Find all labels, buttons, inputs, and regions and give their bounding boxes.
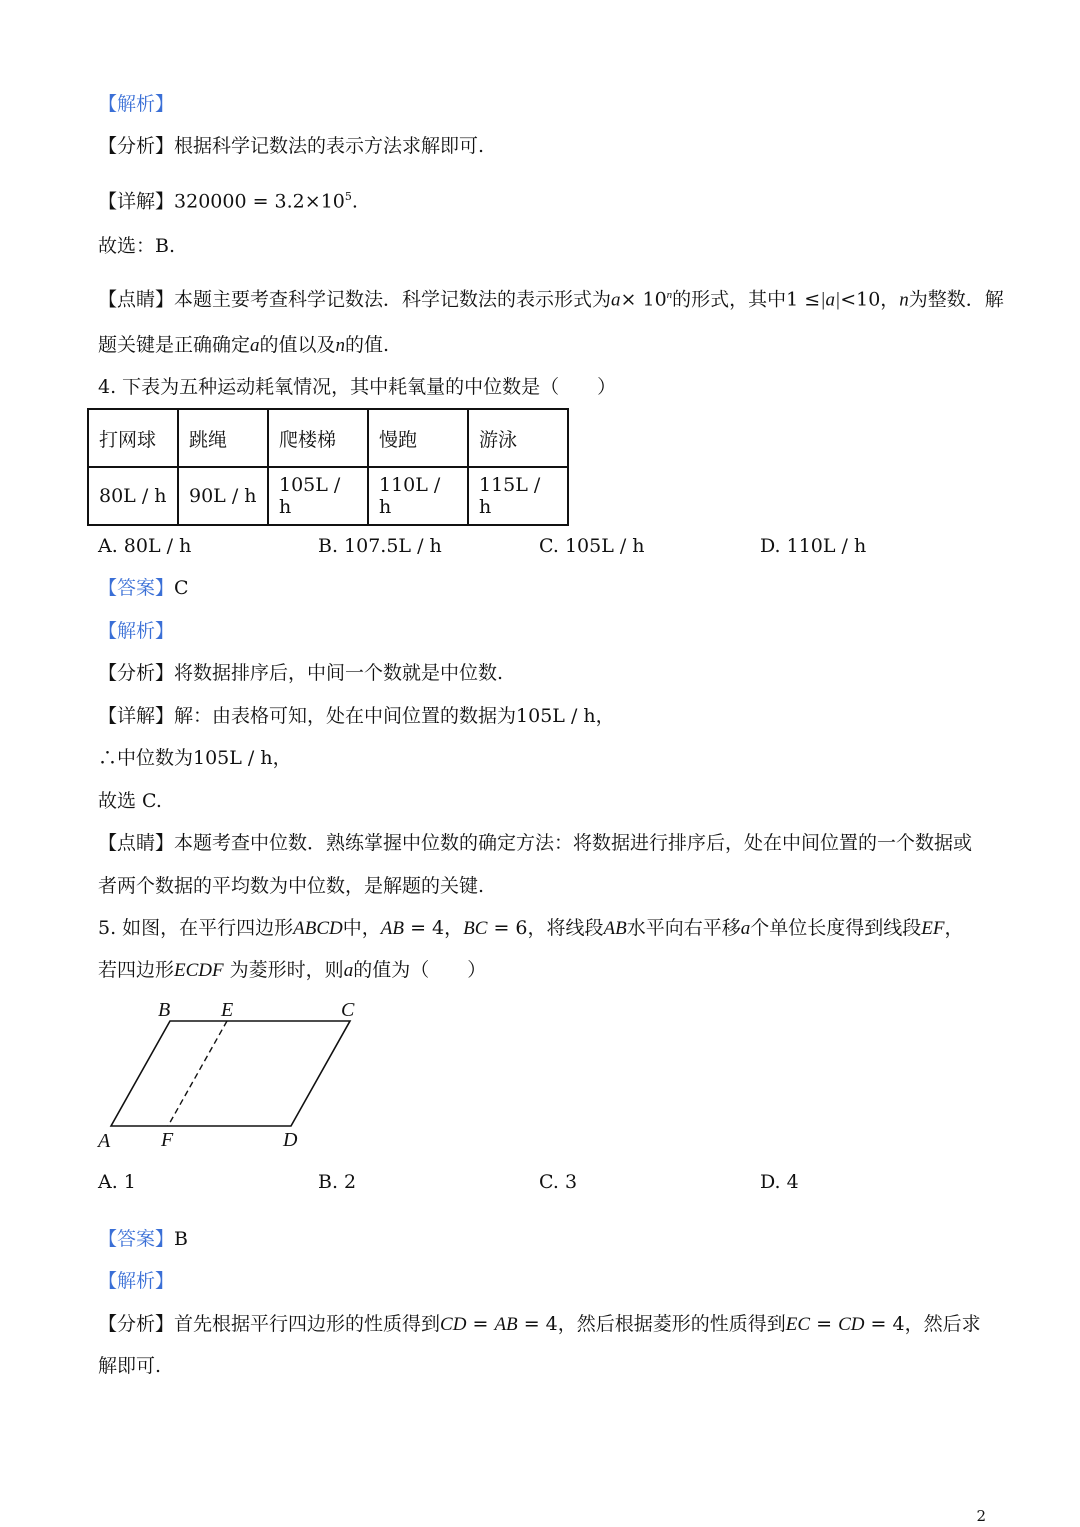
- q4-therefore: ∴中位数为105L / h，: [98, 747, 292, 769]
- q3-xiangjie-tag: 【详解】: [98, 190, 175, 213]
- q3-xiangjie-exp: 5: [344, 190, 352, 203]
- q3-dianjing-n: n: [899, 289, 909, 311]
- q4-fenxi-tag: 【分析】: [98, 662, 175, 684]
- q4-xiangjie-text: 解：由表格可知，处在中间位置的数据为105L / h，: [174, 705, 615, 727]
- q3-dianjing-line1: [98, 282, 1004, 313]
- parallelogram-abcd: [111, 1021, 350, 1126]
- table-header-cell: 打网球: [88, 409, 178, 467]
- q5-stem-text: 5. 如图，在平行四边形: [98, 917, 294, 939]
- q5-option-c: C. 3: [539, 1171, 578, 1193]
- q3-fenxi: [98, 133, 484, 159]
- q5-fenxi-text: = 4，然后求: [870, 1313, 981, 1335]
- q5-var-ecdf: ECDF: [174, 960, 224, 981]
- q5-stem-text: ，: [944, 917, 964, 939]
- q5-stem-line2: [98, 957, 486, 984]
- q3-dianjing-text3: 为整数．解: [908, 288, 1004, 311]
- q5-option-d: D. 4: [760, 1171, 799, 1193]
- q4-xiangjie: [98, 703, 615, 729]
- q5-stem-text: = 4，: [410, 917, 464, 939]
- q5-fenxi-tag: 【分析】: [98, 1313, 175, 1335]
- q3-dianjing-lt10: <10，: [840, 288, 900, 311]
- q4-dianjing-line1: [98, 830, 972, 856]
- q3-jiexi-tag: 【解析】: [98, 93, 175, 115]
- q3-dianjing-text2: 的形式，其中1 ≤: [672, 288, 821, 311]
- q5-var-a: a: [740, 918, 751, 939]
- q5-answer-value: B: [174, 1228, 188, 1250]
- page-number: 2: [976, 1507, 986, 1525]
- q5-var-cd: CD: [440, 1314, 467, 1335]
- q5-fenxi-eq: =: [816, 1313, 833, 1335]
- q3-dianjing-times: × 10: [620, 288, 667, 311]
- q3-guxuan: 故选：B.: [98, 235, 176, 257]
- q5-stem-text: 中，: [342, 917, 381, 939]
- q5-var-abcd: ABCD: [293, 918, 343, 939]
- table-cell: 105L / h: [268, 467, 368, 525]
- q4-xiangjie-tag: 【详解】: [98, 705, 175, 727]
- q5-stem-text: 个单位长度得到线段: [750, 917, 922, 939]
- q3-fenxi-tag: 【分析】: [98, 135, 175, 157]
- q5-var-ef: EF: [921, 918, 945, 939]
- label-e: E: [221, 999, 234, 1021]
- q4-guxuan: 故选 C.: [98, 790, 162, 812]
- q4-dianjing-line2: 者两个数据的平均数为中位数，是解题的关键.: [98, 875, 485, 897]
- q5-fenxi-text: = 4，然后根据菱形的性质得到: [523, 1313, 786, 1335]
- table-cell: 115L / h: [468, 467, 568, 525]
- q5-var-a: a: [343, 960, 354, 981]
- table-cell: 110L / h: [368, 467, 468, 525]
- q3-xiangjie-num: 320000: [174, 190, 247, 213]
- table-header-cell: 游泳: [468, 409, 568, 467]
- table-header-row: [88, 409, 568, 467]
- q5-fenxi-text: 首先根据平行四边形的性质得到: [174, 1313, 441, 1335]
- q5-answer-tag: 【答案】: [98, 1228, 175, 1250]
- table-cell: 80L / h: [88, 467, 178, 525]
- q5-var-cd: CD: [838, 1314, 865, 1335]
- q5-jiexi-tag: 【解析】: [98, 1270, 175, 1292]
- q4-option-b: B. 107.5L / h: [318, 535, 442, 557]
- label-d: D: [283, 1129, 298, 1151]
- q3-xiangjie: [98, 184, 358, 214]
- q3-dianjing-text1: 本题主要考查科学记数法．科学记数法的表示形式为: [174, 288, 612, 311]
- segment-ef-dashed: [168, 1021, 227, 1126]
- q5-var-ab: AB: [494, 1314, 518, 1335]
- table-header-cell: 慢跑: [368, 409, 468, 467]
- q4-answer-tag: 【答案】: [98, 577, 175, 599]
- q4-fenxi-text: 将数据排序后，中间一个数就是中位数.: [174, 662, 504, 684]
- q4-jiexi-tag: 【解析】: [98, 620, 175, 642]
- q4-answer: [98, 575, 189, 601]
- q4-dianjing-text1: 本题考查中位数．熟练掌握中位数的确定方法：将数据进行排序后，处在中间位置的一个数据或: [174, 832, 973, 854]
- q5-var-bc: BC: [463, 918, 488, 939]
- q3-dianjing-text5: 的值以及: [259, 334, 336, 356]
- q3-dianjing-a: a: [611, 289, 621, 311]
- label-b: B: [158, 999, 171, 1021]
- q3-dianjing-line2: [98, 332, 389, 359]
- q3-dianjing-tag: 【点睛】: [98, 288, 175, 311]
- label-c: C: [341, 999, 355, 1021]
- q4-stem: 4. 下表为五种运动耗氧情况，其中耗氧量的中位数是（ ）: [98, 376, 617, 398]
- q5-stem-text: 的值为（ ）: [353, 959, 487, 981]
- q4-oxygen-table: [87, 408, 569, 526]
- q4-dianjing-tag: 【点睛】: [98, 832, 175, 854]
- label-f: F: [161, 1129, 174, 1151]
- q5-var-ab: AB: [380, 918, 405, 939]
- q3-xiangjie-end: .: [351, 190, 358, 213]
- table-header-cell: 爬楼梯: [268, 409, 368, 467]
- q3-dianjing-text6: 的值.: [345, 334, 390, 356]
- q3-fenxi-text: 根据科学记数法的表示方法求解即可.: [174, 135, 485, 157]
- table-cell: 90L / h: [178, 467, 268, 525]
- q5-fenxi-eq: =: [472, 1313, 489, 1335]
- q5-stem-text: = 6，将线段: [493, 917, 604, 939]
- q5-stem-text: 水平向右平移: [626, 917, 741, 939]
- q5-fenxi-line2: 解即可.: [98, 1355, 162, 1377]
- q5-option-a: A. 1: [98, 1171, 136, 1193]
- q4-option-d: D. 110L / h: [760, 535, 867, 557]
- q5-var-ab: AB: [603, 918, 627, 939]
- table-header-cell: 跳绳: [178, 409, 268, 467]
- q5-var-ec: EC: [785, 1314, 811, 1335]
- q4-option-a: A. 80L / h: [98, 535, 192, 557]
- q4-option-c: C. 105L / h: [539, 535, 645, 557]
- q3-dianjing-text4: 题关键是正确确定: [98, 334, 251, 356]
- q5-stem-text: 为菱形时，则: [229, 959, 344, 981]
- q5-fenxi-line1: [98, 1311, 981, 1338]
- q3-dianjing-n2: n: [335, 335, 346, 356]
- q5-option-b: B. 2: [318, 1171, 357, 1193]
- q5-answer: [98, 1226, 188, 1252]
- q5-parallelogram-figure: [90, 995, 380, 1155]
- label-a: A: [98, 1130, 111, 1152]
- q4-answer-value: C: [174, 577, 189, 599]
- q3-dianjing-abs-a: |a|: [820, 289, 841, 311]
- q3-dianjing-n-exp: n: [666, 289, 673, 301]
- q4-fenxi: [98, 660, 503, 686]
- q5-stem-text: 若四边形: [98, 959, 175, 981]
- q3-dianjing-a2: a: [250, 335, 260, 356]
- q5-stem-line1: [98, 915, 964, 942]
- q3-xiangjie-eq: = 3.2×10: [252, 190, 345, 213]
- table-row: [88, 467, 568, 525]
